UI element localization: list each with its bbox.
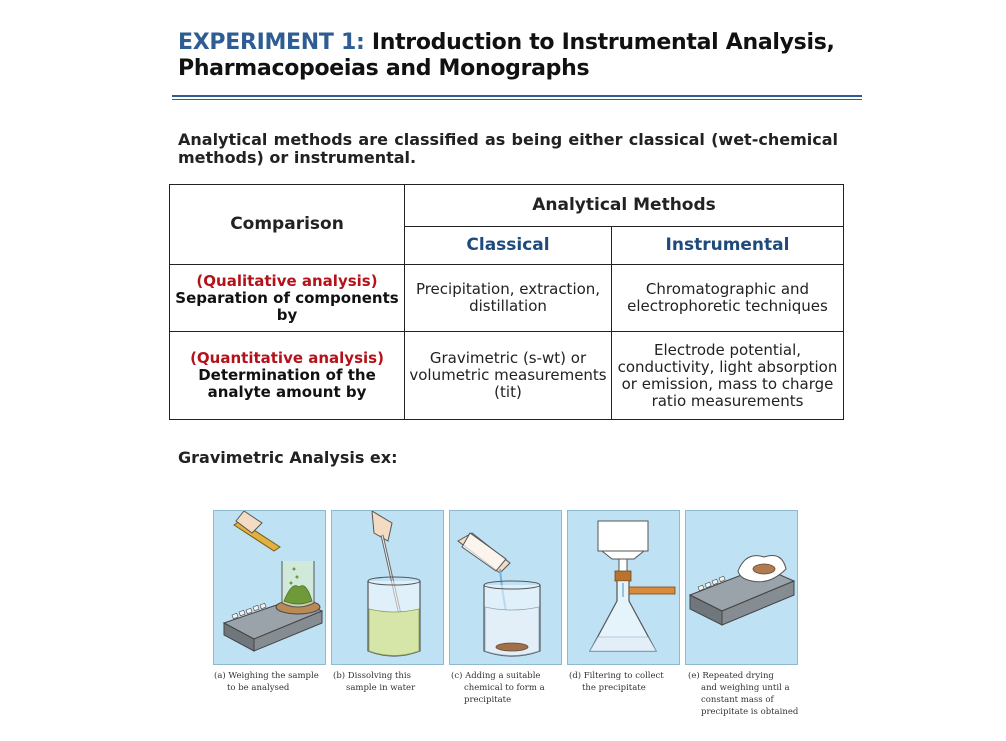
drying-weighing-illustration [686, 511, 797, 664]
figure-panel-drying [685, 510, 798, 665]
title-line-1: Introduction to Instrumental Analysis, [371, 30, 835, 55]
caption-line: (b) Dissolving this [333, 671, 411, 681]
caption-line: (c) Adding a suitable [451, 671, 541, 681]
instrumental-cell: Electrode potential, conductivity, light absorption or emission, mass to charge ratio measurements [612, 332, 844, 420]
page-title [178, 30, 858, 82]
classical-cell: Precipitation, extraction, distillation [405, 265, 612, 332]
title-divider-top [172, 95, 862, 97]
caption-line: sample in water [346, 683, 416, 693]
intro-paragraph: Analytical methods are classified as being either classical (wet-chemical methods) or instrumental. [178, 130, 838, 167]
row-label-qualitative [170, 265, 405, 332]
row-label-quantitative [170, 332, 405, 420]
figure-panel-filtering [567, 510, 680, 665]
caption-line: and weighing until a [701, 683, 790, 693]
determination-label: Determination of the analyte amount by [198, 366, 376, 401]
weighing-sample-illustration [214, 511, 325, 664]
analytical-methods-header: Analytical Methods [405, 185, 844, 227]
title-divider-bottom [172, 99, 862, 100]
caption-line: (e) Repeated drying [688, 671, 774, 681]
table-row [170, 265, 844, 332]
caption-line: precipitate is obtained [701, 707, 799, 717]
caption-line: to be analysed [227, 683, 290, 693]
caption-line: (d) Filtering to collect [569, 671, 664, 681]
caption-line: precipitate [464, 695, 512, 705]
adding-chemical-illustration [450, 511, 561, 664]
dissolving-sample-illustration [332, 511, 443, 664]
caption-line: chemical to form a [464, 683, 545, 693]
title-line-2: Pharmacopoeias and Monographs [178, 56, 590, 81]
caption-adding-chemical [451, 670, 545, 706]
classical-cell: Gravimetric (s-wt) or volumetric measurements (tit) [405, 332, 612, 420]
comparison-header: Comparison [170, 185, 405, 265]
figure-panel-weighing [213, 510, 326, 665]
caption-weighing [214, 670, 319, 694]
instrumental-cell: Chromatographic and electrophoretic techniques [612, 265, 844, 332]
experiment-label: EXPERIMENT 1: [178, 30, 365, 55]
caption-line: constant mass of [701, 695, 774, 705]
filtering-illustration [568, 511, 679, 664]
caption-dissolving [333, 670, 415, 694]
figure-panel-dissolving [331, 510, 444, 665]
caption-line: (a) Weighing the sample [214, 671, 319, 681]
gravimetric-heading: Gravimetric Analysis ex: [178, 448, 398, 467]
caption-line: the precipitate [582, 683, 646, 693]
quantitative-label: (Quantitative analysis) [190, 349, 384, 367]
instrumental-column-header: Instrumental [612, 227, 844, 265]
qualitative-label: (Qualitative analysis) [196, 271, 378, 290]
caption-drying [688, 670, 798, 718]
figure-panel-adding-chemical [449, 510, 562, 665]
classical-column-header: Classical [405, 227, 612, 265]
caption-filtering [569, 670, 664, 694]
separation-label: Separation of components by [175, 288, 399, 324]
table-row [170, 332, 844, 420]
comparison-table [169, 184, 844, 420]
